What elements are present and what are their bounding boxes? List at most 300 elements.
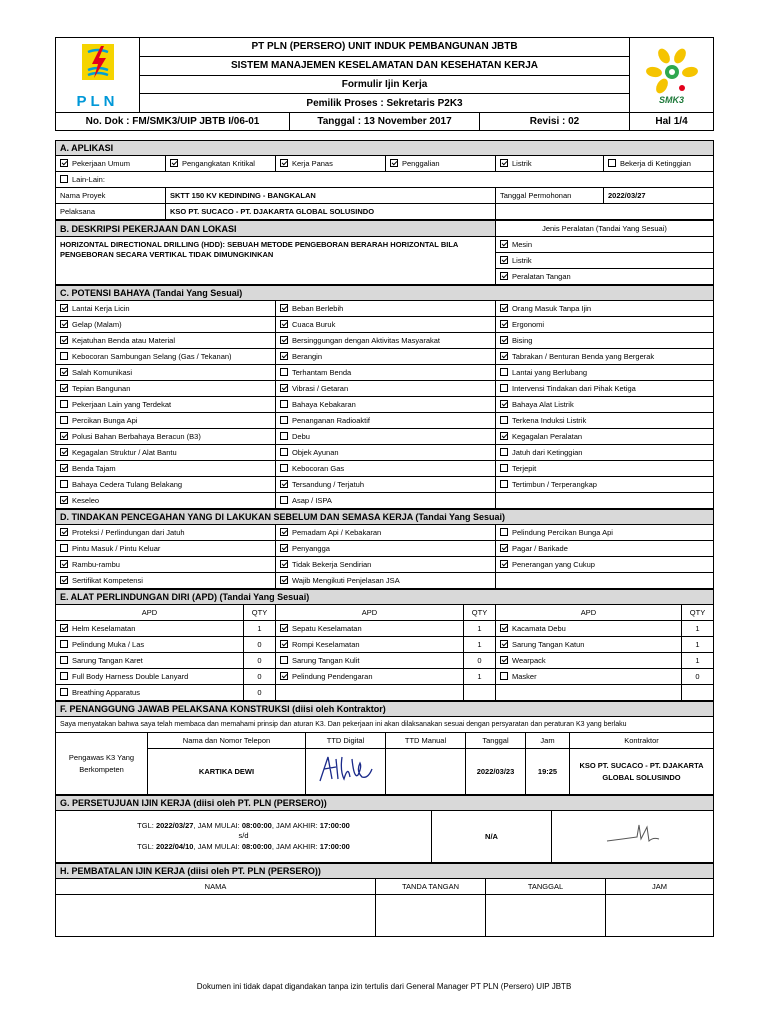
- section-d-title: D. TINDAKAN PENCEGAHAN YANG DI LAKUKAN SEBELUM DAN SEMASA KERJA (Tandai Yang Sesuai): [56, 510, 714, 525]
- checkbox-item: [496, 429, 714, 445]
- checkbox-item: [56, 156, 166, 172]
- checkbox-item: [276, 349, 496, 365]
- checkbox-label: Kerja Panas: [292, 159, 333, 168]
- checkbox[interactable]: [280, 159, 288, 167]
- checkbox[interactable]: [500, 448, 508, 456]
- checkbox-item: [604, 156, 714, 172]
- checkbox-label: Kebocoran Gas: [292, 464, 345, 473]
- supervisor-name: KARTIKA DEWI: [148, 749, 306, 795]
- checkbox-label: Kegagalan Struktur / Alat Bantu: [72, 448, 177, 457]
- permit-form: [55, 37, 713, 937]
- approval-signature: [552, 811, 714, 863]
- checkbox-label: Pelindung Muka / Las: [72, 640, 145, 649]
- checkbox-label: Kejatuhan Benda atau Material: [72, 336, 175, 345]
- checkbox-item: [276, 156, 386, 172]
- checkbox-label: Pekerjaan Umum: [72, 159, 130, 168]
- start-time-label: , JAM MULAI:: [193, 841, 242, 851]
- checkbox[interactable]: [60, 688, 68, 696]
- checkbox[interactable]: [280, 336, 288, 344]
- section-h-title: H. PEMBATALAN IJIN KERJA (diisi oleh PT. PLN (PERSERO)): [56, 864, 714, 879]
- apd-qty: 1: [464, 621, 496, 637]
- checkbox[interactable]: [280, 640, 288, 648]
- checkbox-label: Pelindung Percikan Bunga Api: [512, 528, 613, 537]
- checkbox-item: [496, 461, 714, 477]
- section-f: [55, 701, 714, 795]
- checkbox-label: Sertifikat Kompetensi: [72, 576, 143, 585]
- cancel-date-cell[interactable]: [486, 895, 606, 937]
- checkbox-item: [276, 365, 496, 381]
- checkbox[interactable]: [60, 656, 68, 664]
- checkbox-label: Penggalian: [402, 159, 440, 168]
- checkbox-label: Ergonomi: [512, 320, 545, 329]
- date-label: TGL:: [137, 841, 156, 851]
- checkbox-label: Terkena Induksi Listrik: [512, 416, 587, 425]
- checkbox[interactable]: [500, 656, 508, 664]
- checkbox[interactable]: [280, 672, 288, 680]
- equipment-checkbox-0[interactable]: [500, 240, 508, 248]
- project-label: Nama Proyek: [56, 188, 166, 204]
- checkbox-label: Lantai Kerja Licin: [72, 304, 130, 313]
- doc-revision: Revisi : 02: [480, 113, 630, 131]
- apd-qty: 1: [682, 637, 714, 653]
- checkbox-item: [496, 397, 714, 413]
- executor-value: KSO PT. SUCACO - PT. DJAKARTA GLOBAL SOLUSINDO: [166, 204, 496, 220]
- apd-qty: 0: [244, 653, 276, 669]
- pln-logo: [56, 38, 140, 113]
- checkbox-item: [56, 413, 276, 429]
- checkbox-item: [56, 349, 276, 365]
- checkbox[interactable]: [500, 464, 508, 472]
- checkbox[interactable]: [280, 560, 288, 568]
- section-g: [55, 795, 714, 863]
- checkbox[interactable]: [60, 672, 68, 680]
- checkbox[interactable]: [500, 432, 508, 440]
- end-time: 17:00:00: [319, 821, 350, 831]
- checkbox-label: Bahaya Alat Listrik: [512, 400, 574, 409]
- checkbox-item: [56, 301, 276, 317]
- cancel-name-cell[interactable]: [56, 895, 376, 937]
- equipment-header: Jenis Peralatan (Tandai Yang Sesuai): [496, 221, 714, 237]
- checkbox[interactable]: [500, 304, 508, 312]
- checkbox[interactable]: [280, 480, 288, 488]
- apd-qty: 1: [244, 621, 276, 637]
- project-value: SKTT 150 KV KEDINDING - BANGKALAN: [166, 188, 496, 204]
- checkbox[interactable]: [500, 320, 508, 328]
- contractor-name: KSO PT. SUCACO - PT. DJAKARTA GLOBAL SOLUSINDO: [570, 749, 714, 795]
- checkbox-item: [496, 541, 714, 557]
- apd-qty: 1: [682, 621, 714, 637]
- cancel-signature-cell[interactable]: [376, 895, 486, 937]
- checkbox-label: Berangin: [292, 352, 323, 361]
- equipment-checkbox-1[interactable]: [500, 256, 508, 264]
- form-title: Formulir Ijin Kerja: [140, 75, 630, 94]
- executor-spare: [496, 204, 714, 220]
- checkbox-item: [276, 381, 496, 397]
- col-contractor: Kontraktor: [570, 733, 714, 749]
- lain-lain-checkbox[interactable]: [60, 175, 68, 183]
- checkbox-item: [56, 333, 276, 349]
- checkbox-label: Rambu-rambu: [72, 560, 120, 569]
- checkbox-item: [496, 317, 714, 333]
- equipment-label: Mesin: [512, 240, 533, 249]
- checkbox[interactable]: [500, 640, 508, 648]
- apd-qty: 0: [682, 669, 714, 685]
- checkbox-label: Bekerja di Ketinggian: [620, 159, 691, 168]
- checkbox[interactable]: [500, 560, 508, 568]
- sign-time: 19:25: [526, 749, 570, 795]
- checkbox[interactable]: [500, 368, 508, 376]
- equipment-label: Peralatan Tangan: [512, 272, 571, 281]
- checkbox-item: [56, 317, 276, 333]
- checkbox-item: [56, 669, 244, 685]
- checkbox[interactable]: [500, 400, 508, 408]
- checkbox[interactable]: [500, 624, 508, 632]
- apd-qty: 1: [464, 669, 496, 685]
- checkbox[interactable]: [500, 544, 508, 552]
- checkbox-label: Rompi Keselamatan: [292, 640, 360, 649]
- sign-date: 2022/03/23: [466, 749, 526, 795]
- checkbox-item: [56, 381, 276, 397]
- checkbox[interactable]: [60, 384, 68, 392]
- checkbox[interactable]: [60, 544, 68, 552]
- apd-header: APD: [276, 605, 464, 621]
- checkbox-item: [496, 669, 682, 685]
- section-c-title: C. POTENSI BAHAYA (Tandai Yang Sesuai): [56, 286, 714, 301]
- checkbox-item: [276, 317, 496, 333]
- apd-header: APD: [496, 605, 682, 621]
- col-digital-sign: TTD Digital: [306, 733, 386, 749]
- checkbox-item: [56, 653, 244, 669]
- system-name: SISTEM MANAJEMEN KESELAMATAN DAN KESEHATAN KERJA: [140, 56, 630, 75]
- section-d: [55, 509, 714, 589]
- checkbox-label: Objek Ayunan: [292, 448, 339, 457]
- col-name-phone: Nama dan Nomor Telepon: [148, 733, 306, 749]
- checkbox[interactable]: [60, 640, 68, 648]
- checkbox-item: [496, 493, 714, 509]
- qty-header: QTY: [464, 605, 496, 621]
- cancel-time-cell[interactable]: [606, 895, 714, 937]
- checkbox-label: Gelap (Malam): [72, 320, 122, 329]
- col-date: Tanggal: [466, 733, 526, 749]
- section-c: [55, 285, 714, 509]
- checkbox-label: Benda Tajam: [72, 464, 116, 473]
- checkbox-item: [56, 461, 276, 477]
- checkbox-item: [56, 365, 276, 381]
- checkbox-item: [276, 445, 496, 461]
- checkbox[interactable]: [500, 480, 508, 488]
- section-g-title: G. PERSETUJUAN IJIN KERJA (diisi oleh PT. PLN (PERSERO)): [56, 796, 714, 811]
- company-name: PT PLN (PERSERO) UNIT INDUK PEMBANGUNAN JBTB: [140, 38, 630, 57]
- end-time-label: , JAM AKHIR:: [271, 841, 320, 851]
- checkbox-item: [276, 413, 496, 429]
- checkbox[interactable]: [500, 352, 508, 360]
- checkbox-label: Breathing Apparatus: [72, 688, 140, 697]
- checkbox-item: [276, 669, 464, 685]
- approval-start: [60, 821, 427, 831]
- smk3-logo: [630, 38, 714, 113]
- checkbox[interactable]: [280, 624, 288, 632]
- checkbox[interactable]: [608, 159, 616, 167]
- checkbox-label: Pemadam Api / Kebakaran: [292, 528, 382, 537]
- apd-qty: 0: [464, 653, 496, 669]
- checkbox-label: Tertimbun / Terperangkap: [512, 480, 597, 489]
- checkbox[interactable]: [280, 528, 288, 536]
- checkbox-label: Orang Masuk Tanpa Ijin: [512, 304, 592, 313]
- checkbox-label: Proteksi / Perlindungan dari Jatuh: [72, 528, 185, 537]
- executor-label: Pelaksana: [56, 204, 166, 220]
- checkbox-item: [56, 397, 276, 413]
- section-f-title: F. PENANGGUNG JAWAB PELAKSANA KONSTRUKSI (diisi oleh Kontraktor): [56, 702, 714, 717]
- checkbox[interactable]: [500, 416, 508, 424]
- checkbox-label: Kebocoran Sambungan Selang (Gas / Tekanan): [72, 352, 232, 361]
- checkbox-label: Masker: [512, 672, 537, 681]
- checkbox-item: [276, 653, 464, 669]
- cancel-col-name: NAMA: [56, 879, 376, 895]
- checkbox-item: [56, 637, 244, 653]
- section-e-title: E. ALAT PERLINDUNGAN DIRI (APD) (Tandai Yang Sesuai): [56, 590, 714, 605]
- checkbox-label: Pelindung Pendengaran: [292, 672, 373, 681]
- checkbox-item: [496, 365, 714, 381]
- approval-end: [60, 842, 427, 852]
- checkbox[interactable]: [60, 336, 68, 344]
- checkbox-label: Polusi Bahan Berbahaya Beracun (B3): [72, 432, 201, 441]
- checkbox[interactable]: [280, 656, 288, 664]
- checkbox[interactable]: [60, 368, 68, 376]
- checkbox-label: Keseleo: [72, 496, 100, 505]
- checkbox[interactable]: [280, 496, 288, 504]
- checkbox-label: Penerangan yang Cukup: [512, 560, 595, 569]
- start-date: 2022/03/27: [155, 821, 194, 831]
- checkbox[interactable]: [60, 159, 68, 167]
- checkbox[interactable]: [60, 416, 68, 424]
- checkbox[interactable]: [280, 368, 288, 376]
- checkbox[interactable]: [60, 352, 68, 360]
- end-time-label: , JAM AKHIR:: [271, 821, 320, 831]
- checkbox-item: [276, 301, 496, 317]
- checkbox[interactable]: [500, 528, 508, 536]
- checkbox[interactable]: [60, 528, 68, 536]
- apd-qty: 1: [682, 653, 714, 669]
- checkbox-label: Bersinggungan dengan Aktivitas Masyarakat: [292, 336, 441, 345]
- job-description: HORIZONTAL DIRECTIONAL DRILLING (HDD): SEBUAH METODE PENGEBORAN BERARAH HORIZONTAL BILA PENGEBORAN SECARA VERTIKAL TIDAK DIMUNGKINKAN: [56, 237, 496, 285]
- footer-note: Dokumen ini tidak dapat digandakan tanpa izin tertulis dari General Manager PT PLN (Persero) UIP JBTB: [196, 982, 572, 991]
- k3-statement: Saya menyatakan bahwa saya telah membaca dan memahami prinsip dan aturan K3. Dan pekerjaan ini akan dilaksanakan sesuai dengan persyaratan dan peraturan K3 yang berlaku: [56, 717, 714, 733]
- checkbox-item: [276, 477, 496, 493]
- checkbox-item: [56, 445, 276, 461]
- checkbox-label: Cuaca Buruk: [292, 320, 336, 329]
- col-time: Jam: [526, 733, 570, 749]
- col-manual-sign: TTD Manual: [386, 733, 466, 749]
- start-time: 08:00:00: [241, 841, 272, 851]
- qty-header: QTY: [244, 605, 276, 621]
- checkbox[interactable]: [280, 464, 288, 472]
- checkbox-item: [276, 621, 464, 637]
- checkbox[interactable]: [60, 496, 68, 504]
- apd-qty: 0: [244, 669, 276, 685]
- checkbox-label: Terjepit: [512, 464, 537, 473]
- checkbox-item: [496, 156, 604, 172]
- checkbox-item: [56, 573, 276, 589]
- checkbox-label: Vibrasi / Getaran: [292, 384, 349, 393]
- checkbox-item: [496, 557, 714, 573]
- checkbox-item: [56, 557, 276, 573]
- checkbox[interactable]: [280, 432, 288, 440]
- checkbox-label: Full Body Harness Double Lanyard: [72, 672, 189, 681]
- approval-period: [56, 811, 432, 863]
- checkbox-item: [276, 397, 496, 413]
- checkbox-label: Sarung Tangan Kulit: [292, 656, 360, 665]
- cancel-col-time: JAM: [606, 879, 714, 895]
- checkbox-label: Kegagalan Peralatan: [512, 432, 583, 441]
- equipment-item: [496, 269, 714, 285]
- checkbox-label: Penyangga: [292, 544, 330, 553]
- checkbox[interactable]: [280, 448, 288, 456]
- apd-qty: [464, 685, 496, 701]
- doc-page: Hal 1/4: [630, 113, 714, 131]
- checkbox-item: [276, 637, 464, 653]
- cancel-col-signature: TANDA TANGAN: [376, 879, 486, 895]
- checkbox-item: [166, 156, 276, 172]
- checkbox[interactable]: [60, 560, 68, 568]
- checkbox[interactable]: [500, 672, 508, 680]
- checkbox[interactable]: [60, 624, 68, 632]
- checkbox-label: Sarung Tangan Karet: [72, 656, 143, 665]
- checkbox-label: Terhantam Benda: [292, 368, 352, 377]
- checkbox-label: Pengangkatan Kritikal: [182, 159, 255, 168]
- checkbox-item: [56, 429, 276, 445]
- section-a-title: A. APLIKASI: [56, 141, 714, 156]
- checkbox-label: Salah Komunikasi: [72, 368, 133, 377]
- checkbox-item: [496, 381, 714, 397]
- approver-signature-icon: [603, 819, 663, 849]
- checkbox-item: [276, 429, 496, 445]
- checkbox[interactable]: [60, 432, 68, 440]
- checkbox-item: [276, 525, 496, 541]
- checkbox-label: Tabrakan / Benturan Benda yang Bergerak: [512, 352, 655, 361]
- checkbox-item: [56, 621, 244, 637]
- checkbox[interactable]: [280, 544, 288, 552]
- supervisor-role: Pengawas K3 Yang Berkompeten: [56, 733, 148, 795]
- checkbox-item: [496, 477, 714, 493]
- checkbox-label: Asap / ISPA: [292, 496, 332, 505]
- section-a: [55, 140, 714, 220]
- checkbox[interactable]: [390, 159, 398, 167]
- apd-qty: 1: [464, 637, 496, 653]
- equipment-item: [496, 253, 714, 269]
- checkbox[interactable]: [280, 416, 288, 424]
- checkbox-label: Sarung Tangan Katun: [512, 640, 585, 649]
- checkbox[interactable]: [280, 576, 288, 584]
- checkbox[interactable]: [60, 464, 68, 472]
- equipment-item: [496, 237, 714, 253]
- checkbox-item: [496, 685, 682, 701]
- date-label: TGL:: [137, 821, 156, 831]
- smk3-logo-text: SMK3: [659, 94, 685, 105]
- process-owner: Pemilik Proses : Sekretaris P2K3: [140, 94, 630, 113]
- checkbox-item: [496, 621, 682, 637]
- cancel-col-date: TANGGAL: [486, 879, 606, 895]
- checkbox-item: [56, 541, 276, 557]
- checkbox[interactable]: [170, 159, 178, 167]
- checkbox[interactable]: [60, 400, 68, 408]
- checkbox[interactable]: [60, 480, 68, 488]
- checkbox[interactable]: [280, 320, 288, 328]
- manual-signature: [386, 749, 466, 795]
- checkbox-item: [56, 493, 276, 509]
- checkbox-label: Lantai yang Berlubang: [512, 368, 588, 377]
- section-h: [55, 863, 714, 937]
- approval-na: N/A: [432, 811, 552, 863]
- checkbox[interactable]: [500, 336, 508, 344]
- checkbox-label: Wearpack: [512, 656, 546, 665]
- checkbox[interactable]: [280, 400, 288, 408]
- qty-header: QTY: [682, 605, 714, 621]
- checkbox-label: Kacamata Debu: [512, 624, 566, 633]
- checkbox[interactable]: [280, 384, 288, 392]
- apd-header: APD: [56, 605, 244, 621]
- checkbox-label: Pekerjaan Lain yang Terdekat: [72, 400, 172, 409]
- section-b-title: B. DESKRIPSI PEKERJAAN DAN LOKASI: [56, 221, 496, 237]
- checkbox-label: Sepatu Keselamatan: [292, 624, 362, 633]
- checkbox-item: [496, 349, 714, 365]
- checkbox-item: [56, 477, 276, 493]
- checkbox-label: Pagar / Barikade: [512, 544, 568, 553]
- checkbox-item: [276, 493, 496, 509]
- checkbox[interactable]: [280, 304, 288, 312]
- checkbox-item: [496, 525, 714, 541]
- checkbox-label: Bahaya Kebakaran: [292, 400, 356, 409]
- digital-signature: [306, 749, 386, 795]
- approval-sd: s/d: [238, 831, 249, 841]
- checkbox-label: Beban Berlebih: [292, 304, 344, 313]
- checkbox[interactable]: [60, 320, 68, 328]
- lain-lain-row: [56, 172, 714, 188]
- checkbox-item: [496, 573, 714, 589]
- checkbox[interactable]: [500, 384, 508, 392]
- checkbox-item: [56, 685, 244, 701]
- signature-icon: [314, 751, 378, 787]
- checkbox[interactable]: [60, 304, 68, 312]
- checkbox[interactable]: [60, 448, 68, 456]
- equipment-label: Listrik: [512, 256, 532, 265]
- checkbox[interactable]: [280, 352, 288, 360]
- checkbox-label: Wajib Mengikuti Penjelasan JSA: [292, 576, 400, 585]
- checkbox-label: Tersandung / Terjatuh: [292, 480, 364, 489]
- request-date-value: 2022/03/27: [604, 188, 714, 204]
- checkbox-item: [496, 333, 714, 349]
- checkbox-label: Penanganan Radioaktif: [292, 416, 370, 425]
- doc-date: Tanggal : 13 November 2017: [290, 113, 480, 131]
- apd-qty: [682, 685, 714, 701]
- checkbox[interactable]: [60, 576, 68, 584]
- equipment-checkbox-2[interactable]: [500, 272, 508, 280]
- checkbox-label: Bising: [512, 336, 533, 345]
- section-e: [55, 589, 714, 701]
- apd-qty: 0: [244, 637, 276, 653]
- checkbox-item: [276, 685, 464, 701]
- checkbox-item: [276, 573, 496, 589]
- checkbox-item: [496, 301, 714, 317]
- checkbox-item: [276, 557, 496, 573]
- checkbox[interactable]: [500, 159, 508, 167]
- checkbox-label: Jatuh dari Ketinggian: [512, 448, 583, 457]
- checkbox-item: [496, 413, 714, 429]
- checkbox-label: Tepian Bangunan: [72, 384, 131, 393]
- checkbox-label: Intervensi Tindakan dari Pihak Ketiga: [512, 384, 636, 393]
- checkbox-label: Bahaya Cedera Tulang Belakang: [72, 480, 183, 489]
- checkbox-item: [496, 653, 682, 669]
- checkbox-item: [496, 637, 682, 653]
